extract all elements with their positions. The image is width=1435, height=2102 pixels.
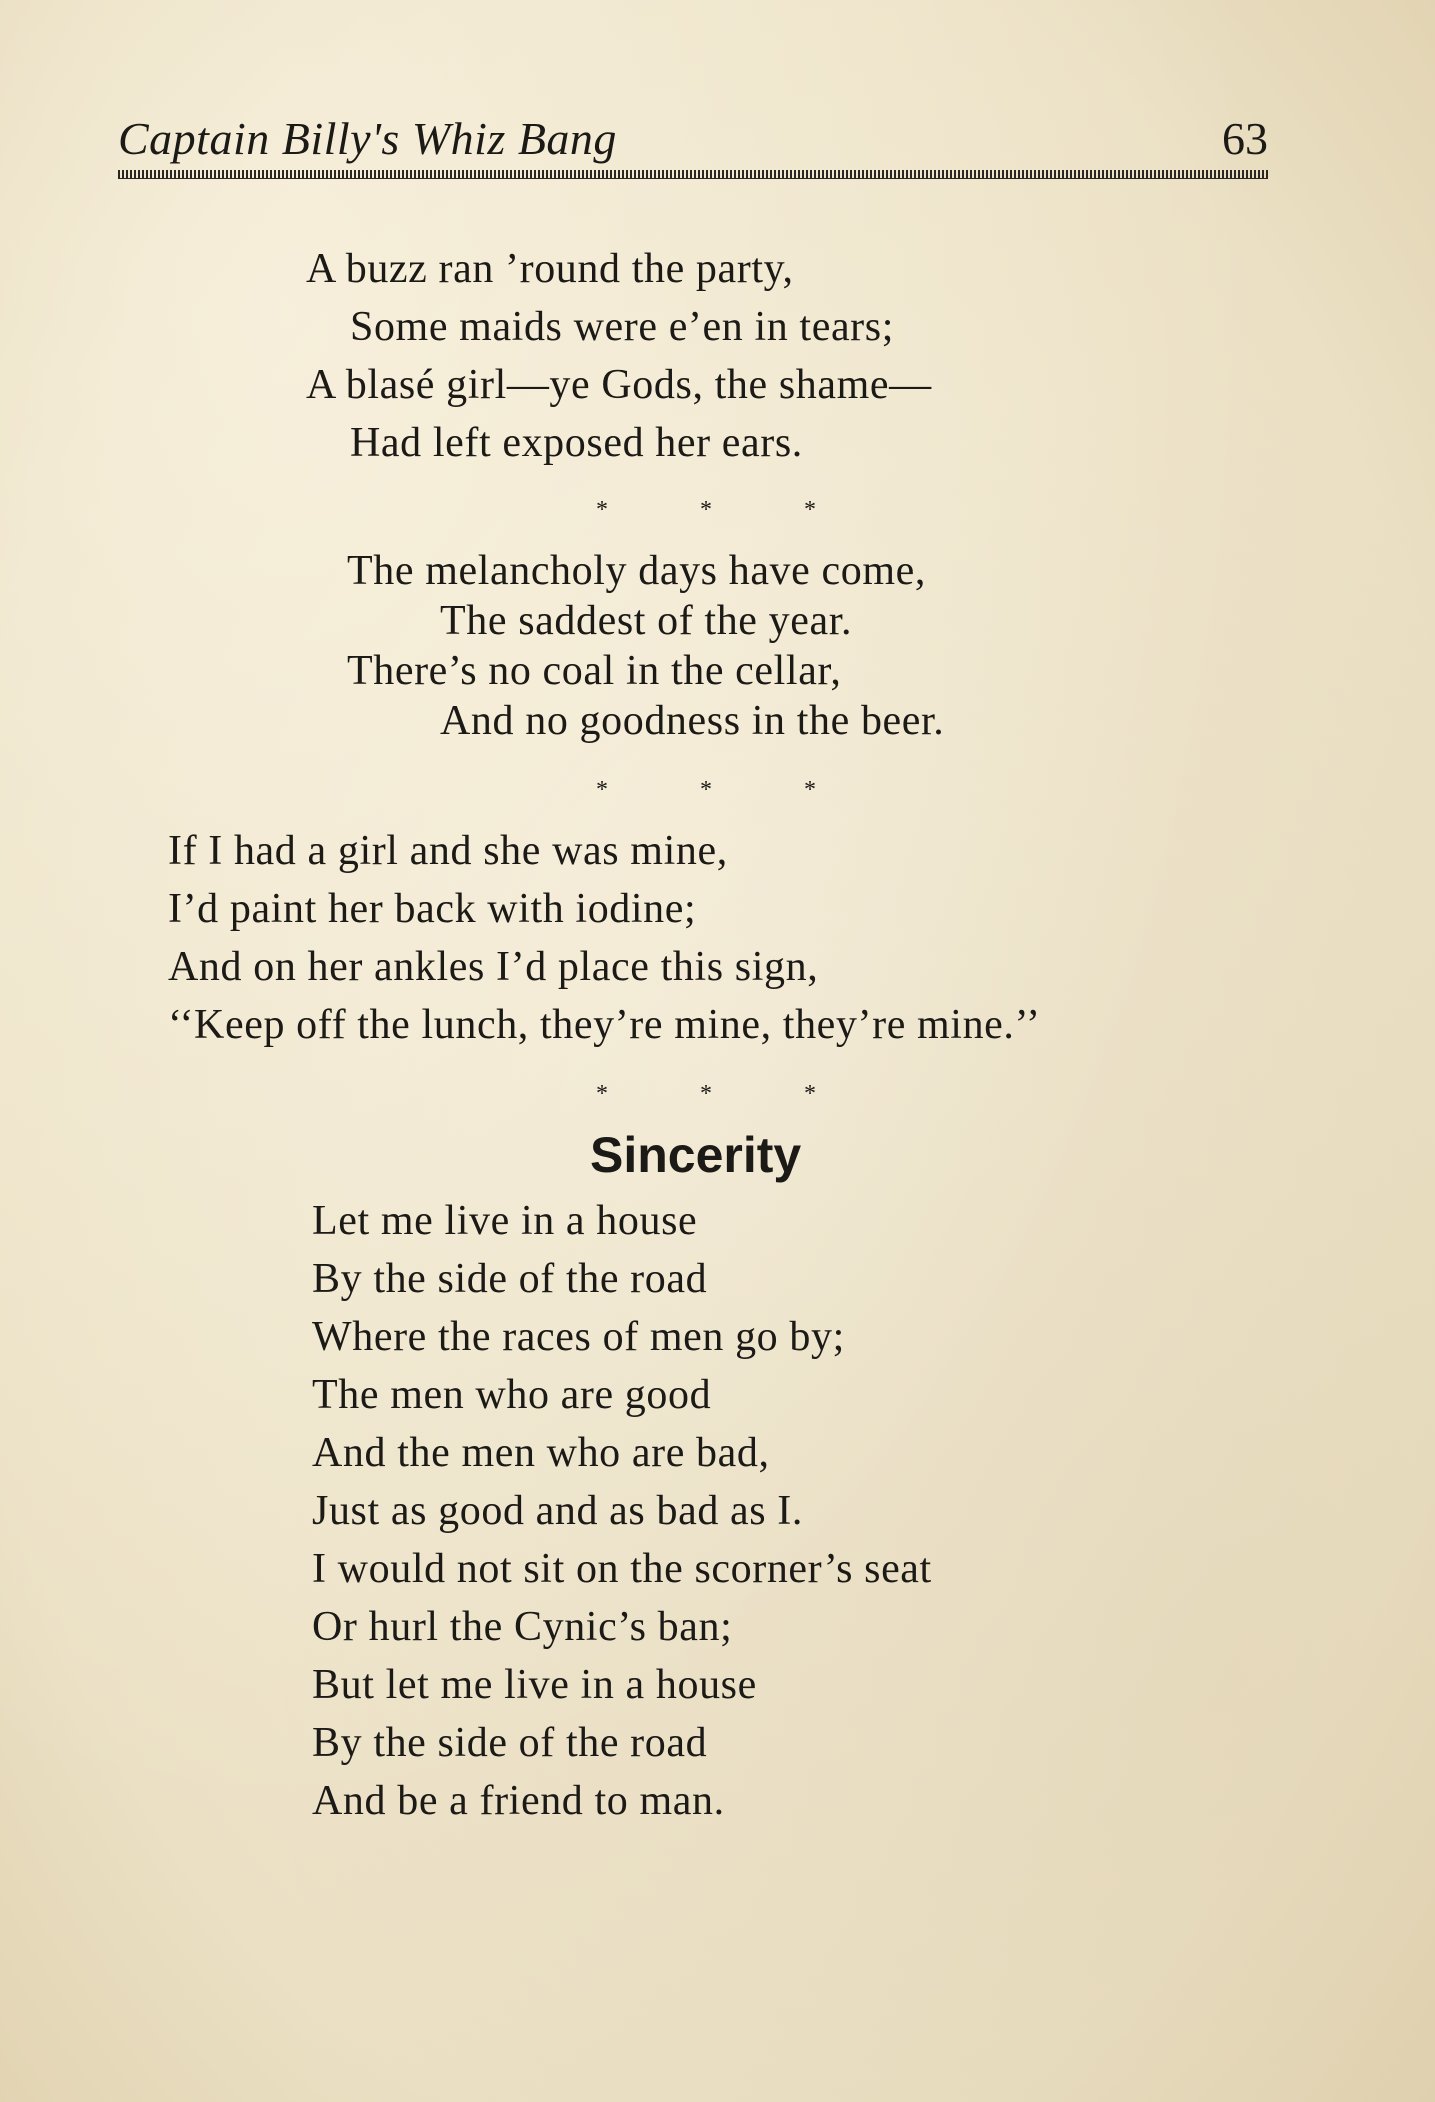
poem-line: And the men who are bad, [312,1430,770,1476]
separator-asterisks [596,1082,816,1106]
asterisk: * [596,777,608,803]
asterisk: * [804,1081,816,1107]
page-number: 63 [1222,113,1268,164]
asterisk: * [700,777,712,803]
poem-line: I would not sit on the scorner’s seat [312,1546,932,1592]
stanza2-line: There’s no coal in the cellar, [347,648,842,694]
stanza3-line: And on her ankles I’d place this sign, [168,944,819,990]
asterisk: * [804,497,816,523]
poem-line: Let me live in a house [312,1198,698,1244]
asterisk: * [596,497,608,523]
asterisk: * [596,1081,608,1107]
poem-line: Just as good and as bad as I. [312,1488,803,1534]
stanza3-line: I’d paint her back with iodine; [168,886,697,932]
header-rule [118,170,1268,179]
asterisk: * [700,497,712,523]
separator-asterisks [596,498,816,522]
stanza2-line: And no goodness in the beer. [440,698,945,744]
poem-line: Or hurl the Cynic’s ban; [312,1604,733,1650]
stanza1-line: Had left exposed her ears. [350,420,803,466]
stanza2-line: The saddest of the year. [440,598,853,644]
poem-line: Where the races of men go by; [312,1314,845,1360]
poem-line: The men who are good [312,1372,712,1418]
poem-line: By the side of the road [312,1256,708,1302]
stanza1-line: Some maids were e’en in tears; [350,304,894,350]
asterisk: * [700,1081,712,1107]
asterisk: * [804,777,816,803]
poem-line: By the side of the road [312,1720,708,1766]
stanza1-line: A buzz ran ’round the party, [306,246,794,292]
poem-line: And be a friend to man. [312,1778,725,1824]
running-title: Captain Billy's Whiz Bang [118,113,617,164]
stanza3-line: ‘‘Keep off the lunch, they’re mine, they’re mine.’’ [168,1002,1041,1048]
poem-line: But let me live in a house [312,1662,757,1708]
poem-title: Sincerity [590,1127,802,1183]
stanza1-line: A blasé girl—ye Gods, the shame— [306,362,932,408]
stanza2-line: The melancholy days have come, [347,548,926,594]
separator-asterisks [596,778,816,802]
stanza3-line: If I had a girl and she was mine, [168,828,728,874]
